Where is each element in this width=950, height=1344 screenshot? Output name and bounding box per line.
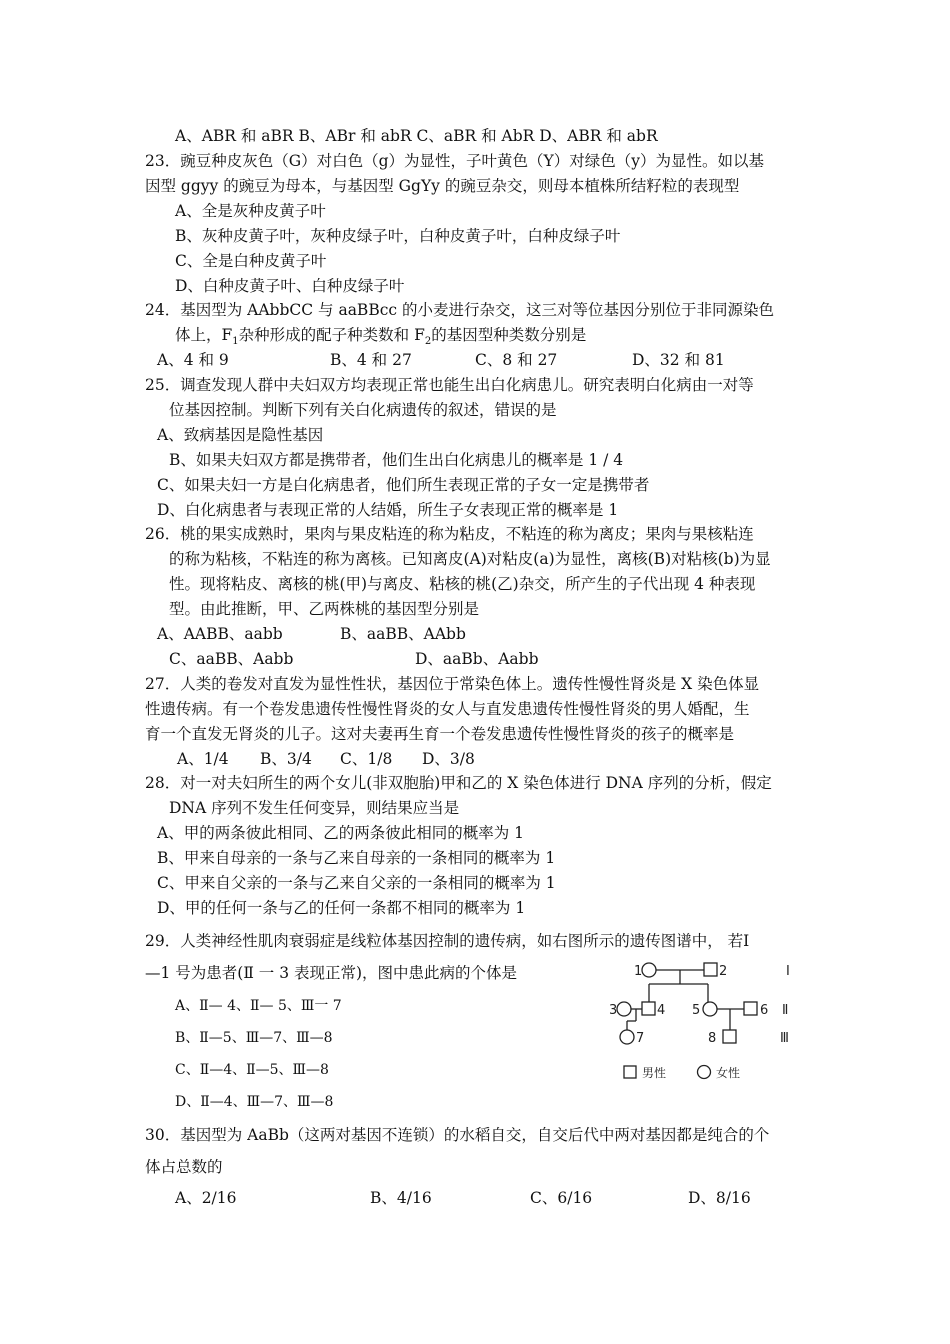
q24-option-c: C、8 和 27	[475, 351, 558, 369]
q24-stem-part3: 的基因型种类数分别是	[431, 326, 587, 344]
q30-option-d: D、8/16	[688, 1189, 751, 1207]
pedigree-label-7: 7	[636, 1031, 645, 1046]
q27-option-c: C、1/8	[340, 750, 393, 768]
q28-option-d: D、甲的任何一条与乙的任何一条都不相同的概率为 1	[157, 899, 526, 917]
generation-label-2: Ⅱ	[782, 1003, 789, 1018]
pedigree-label-2: 2	[719, 964, 728, 979]
q25-option-a: A、致病基因是隐性基因	[157, 426, 324, 444]
q27-stem-line3: 育一个直发无肾炎的儿子。这对夫妻再生育一个卷发患遗传性慢性肾炎的孩子的概率是	[145, 725, 735, 743]
q23-option-c: C、全是白种皮黄子叶	[175, 252, 327, 270]
legend-female-symbol	[698, 1066, 711, 1079]
q27-stem-line1: 27．人类的卷发对直发为显性性状，基因位于常染色体上。遗传性慢性肾炎是 X 染色体显	[145, 675, 760, 693]
q26-stem-line4: 型。由此推断，甲、乙两株桃的基因型分别是	[169, 600, 480, 618]
pedigree-label-8: 8	[708, 1031, 717, 1046]
q30-stem-line1: 30．基因型为 AaBb（这两对基因不连锁）的水稻自交，自交后代中两对基因都是纯合的个	[145, 1126, 770, 1144]
q29-option-d: D、Ⅱ—4、Ⅲ—7、Ⅲ—8	[175, 1094, 334, 1110]
q23-option-d: D、白种皮黄子叶、白种皮绿子叶	[175, 277, 405, 295]
pedigree-label-3: 3	[609, 1003, 618, 1018]
q25-option-b: B、如果夫妇双方都是携带者，他们生出白化病患儿的概率是 1 / 4	[169, 451, 624, 469]
pedigree-individual-7	[620, 1030, 634, 1044]
q29-stem-line2: —1 号为患者(Ⅱ 一 3 表现正常)，图中患此病的个体是	[145, 964, 518, 982]
q27-option-a: A、1/4	[177, 750, 229, 768]
q29-stem-line1: 29．人类神经性肌肉衰弱症是线粒体基因控制的遗传病，如右图所示的遗传图谱中， 若Ⅰ	[145, 932, 750, 950]
q26-stem-line3: 性。现将粘皮、离核的桃(甲)与离皮、粘核的桃(乙)杂交，所产生的子代出现 4 种表现	[169, 575, 756, 593]
q28-stem-line1: 28．对一对夫妇所生的两个女儿(非双胞胎)甲和乙的 X 染色体进行 DNA 序列的分析，假定	[145, 774, 772, 792]
q26-option-a: A、AABB、aabb	[157, 625, 283, 643]
q25-stem-line2: 位基因控制。判断下列有关白化病遗传的叙述，错误的是	[169, 401, 557, 419]
pedigree-individual-3	[617, 1002, 631, 1016]
generation-label-3: Ⅲ	[780, 1031, 789, 1046]
q26-stem-line1: 26．桃的果实成熟时，果肉与果皮粘连的称为粘皮，不粘连的称为离皮；果肉与果核粘连	[145, 525, 754, 543]
pedigree-individual-4	[642, 1002, 655, 1015]
pedigree-label-5: 5	[692, 1003, 701, 1018]
q26-option-c: C、aaBB、Aabb	[169, 650, 294, 668]
pedigree-label-6: 6	[760, 1003, 769, 1018]
pedigree-individual-8	[723, 1030, 736, 1043]
q30-stem-line2: 体占总数的	[145, 1158, 223, 1176]
q26-stem-line2: 的称为粘核，不粘连的称为离核。已知离皮(A)对粘皮(a)为显性，离核(B)对粘核(b)为显	[169, 550, 771, 568]
q27-option-d: D、3/8	[422, 750, 475, 768]
q28-option-a: A、甲的两条彼此相同、乙的两条彼此相同的概率为 1	[157, 824, 524, 842]
q24-stem-line2	[175, 325, 587, 348]
q23-option-a: A、全是灰种皮黄子叶	[175, 202, 326, 220]
q24-option-b: B、4 和 27	[330, 351, 412, 369]
q23-stem-line2: 因型 ggyy 的豌豆为母本，与基因型 GgYy 的豌豆杂交，则母本植株所结籽粒的表现型	[145, 177, 740, 195]
q26-option-b: B、aaBB、AAbb	[340, 625, 466, 643]
generation-label-1: I	[786, 964, 790, 979]
q28-option-c: C、甲来自父亲的一条与乙来自父亲的一条相同的概率为 1	[157, 874, 556, 892]
legend-female-label: 女性	[716, 1066, 741, 1080]
q27-stem-line2: 性遗传病。有一个卷发患遗传性慢性肾炎的女人与直发患遗传性慢性肾炎的男人婚配，生	[145, 700, 750, 718]
pedigree-individual-1	[642, 963, 656, 977]
q24-sub2: 2	[424, 336, 432, 348]
pedigree-individual-5	[703, 1002, 717, 1016]
q28-option-b: B、甲来自母亲的一条与乙来自母亲的一条相同的概率为 1	[157, 849, 556, 867]
q29-option-b: B、Ⅱ—5、Ⅲ—7、Ⅲ—8	[175, 1030, 333, 1046]
q28-stem-line2: DNA 序列不发生任何变异，则结果应当是	[169, 799, 460, 817]
pedigree-individual-6	[744, 1002, 757, 1015]
q23-stem-line1: 23．豌豆种皮灰色（G）对白色（g）为显性，子叶黄色（Y）对绿色（y）为显性。如以基	[145, 152, 765, 170]
q24-option-a: A、4 和 9	[157, 351, 229, 369]
q24-stem-part2: 杂种形成的配子种类数和 F	[238, 326, 425, 344]
q23-option-b: B、灰种皮黄子叶，灰种皮绿子叶，白种皮黄子叶，白种皮绿子叶	[175, 227, 621, 245]
q24-stem-part1: 体上，F	[175, 326, 233, 344]
pedigree-label-4: 4	[657, 1003, 666, 1018]
legend-male-symbol	[624, 1066, 636, 1078]
pedigree-label-1: 1	[634, 964, 643, 979]
legend-male-label: 男性	[642, 1066, 667, 1080]
q24-sub1: 1	[232, 336, 239, 348]
q30-option-a: A、2/16	[175, 1189, 237, 1207]
pedigree-chart	[588, 955, 803, 1087]
q27-option-b: B、3/4	[260, 750, 312, 768]
q24-option-d: D、32 和 81	[632, 351, 725, 369]
pedigree-individual-2	[704, 963, 717, 976]
q22-options: A、ABR 和 aBR B、ABr 和 abR C、aBR 和 AbR D、ABR 和 abR	[175, 127, 658, 145]
q24-stem-line1: 24．基因型为 AAbbCC 与 aaBBcc 的小麦进行杂交，这三对等位基因分别位于非同源染色	[145, 301, 775, 319]
q25-stem-line1: 25．调查发现人群中夫妇双方均表现正常也能生出白化病患儿。研究表明白化病由一对等	[145, 376, 754, 394]
q26-option-d: D、aaBb、Aabb	[415, 650, 539, 668]
q25-option-c: C、如果夫妇一方是白化病患者，他们所生表现正常的子女一定是携带者	[157, 476, 650, 494]
q30-option-b: B、4/16	[370, 1189, 432, 1207]
q25-option-d: D、白化病患者与表现正常的人结婚，所生子女表现正常的概率是 1	[157, 501, 619, 519]
q29-option-c: C、Ⅱ—4、Ⅱ—5、Ⅲ—8	[175, 1062, 329, 1078]
q29-option-a: A、Ⅱ— 4、Ⅱ— 5、Ⅲ一 7	[175, 998, 342, 1014]
q30-option-c: C、6/16	[530, 1189, 593, 1207]
